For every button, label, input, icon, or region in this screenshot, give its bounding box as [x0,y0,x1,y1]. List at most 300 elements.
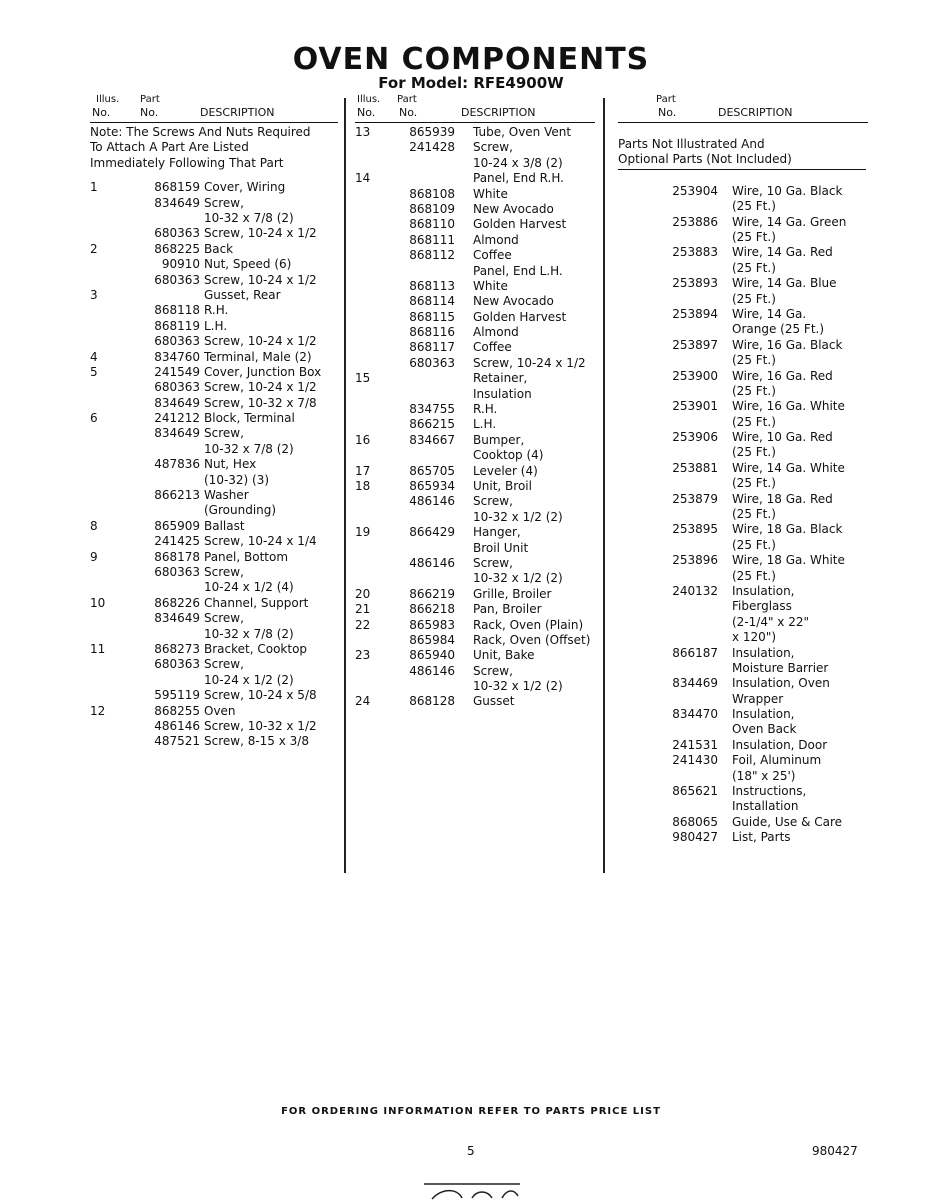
part-row [618,707,868,722]
part-number: 240132 [672,583,718,598]
part-row [618,569,868,584]
part-row [90,704,338,719]
part-number: 868119 [154,318,200,333]
part-row [618,753,868,768]
part-number: 868109 [409,201,455,216]
parts-column-1 [90,94,338,750]
part-description: Oven Back [732,722,797,737]
part-row [618,415,868,430]
part-description: (25 Ft.) [732,383,776,398]
part-number: 834755 [409,402,455,417]
part-description: Instructions, [732,784,807,799]
part-number: 868159 [154,180,200,195]
part-row [355,448,595,463]
part-number: 868225 [154,241,200,256]
part-description: 10-32 x 1/2 (2) [473,679,563,694]
illus-number: 13 [355,125,371,139]
part-row [355,233,595,248]
part-number: 253906 [672,430,718,445]
part-number: 868113 [409,278,455,293]
illus-number: 6 [90,411,98,426]
part-row [618,399,868,414]
part-row [618,522,868,537]
part-number: 865940 [409,648,455,663]
illus-number: 1 [90,180,98,195]
part-description: Ballast [204,518,245,533]
part-number: 487521 [154,734,200,749]
part-description: 10-24 x 1/2 (4) [204,580,294,595]
document-number: 980427 [812,1144,858,1158]
part-description: (25 Ft.) [732,260,776,275]
part-description: Wire, 16 Ga. Black [732,337,843,352]
part-row [355,402,595,417]
illus-number: 24 [355,694,371,709]
part-row [90,534,338,549]
part-description: New Avocado [473,201,554,216]
part-row [355,310,595,325]
part-number: 253895 [672,522,718,537]
parts-column-3 [618,94,868,846]
column-divider-1 [344,98,346,873]
illus-number: 3 [90,287,98,302]
note-line: Immediately Following That Part [90,155,284,170]
part-description: Cover, Wiring [204,180,286,195]
part-description: Wire, 10 Ga. Red [732,430,833,445]
part-description: Broil Unit [473,540,529,555]
part-description: Screw, 10-24 x 1/2 [204,226,317,241]
part-description: Screw, [473,494,513,509]
part-row [90,350,338,365]
part-number: 241549 [154,364,200,379]
part-row [355,433,595,448]
part-row [90,396,338,411]
part-number: 980427 [672,830,718,845]
part-number: 241425 [154,534,200,549]
illus-number: 20 [355,586,371,601]
part-number: 866429 [409,525,455,540]
part-row [355,648,595,663]
part-description: Golden Harvest [473,309,567,324]
part-number: 865909 [154,518,200,533]
column-divider-2 [603,98,605,873]
part-number: 834470 [672,707,718,722]
part-number: 680363 [409,355,455,370]
part-description: Hanger, [473,525,521,540]
part-row [90,642,338,657]
part-number: 486146 [154,718,200,733]
part-row [90,319,338,334]
part-row [618,722,868,737]
part-description: Leveler (4) [473,463,538,478]
part-number: 868116 [409,325,455,340]
column-header-bottom [90,106,338,123]
illus-number: 17 [355,463,371,478]
part-row [618,784,868,799]
illus-number: 8 [90,518,98,533]
part-description: List, Parts [732,830,791,845]
illus-number: 5 [90,364,98,379]
part-description: Wire, 16 Ga. White [732,399,845,414]
part-number: 253881 [672,460,718,475]
part-row [355,510,595,525]
part-row [618,322,868,337]
part-row [90,273,338,288]
part-row [90,442,338,457]
part-row [355,556,595,571]
part-description: Fiberglass [732,599,792,614]
part-row [90,288,338,303]
part-description: Cover, Junction Box [204,364,322,379]
part-number: 834667 [409,432,455,447]
part-description: Screw, 10-24 x 1/2 [473,355,586,370]
part-row [618,261,868,276]
part-description: Screw, [204,611,244,626]
part-number: 253901 [672,399,718,414]
part-row [618,599,868,614]
part-row [90,257,338,272]
part-row [618,445,868,460]
part-row [90,242,338,257]
part-description: Screw, 10-32 x 7/8 [204,395,317,410]
part-description: Bumper, [473,432,525,447]
part-description: (25 Ft.) [732,445,776,460]
part-row [90,211,338,226]
part-description: Insulation, [732,707,795,722]
part-row [90,334,338,349]
part-number: 866187 [672,645,718,660]
part-number: 90910 [161,257,200,272]
part-description: Washer [204,488,249,503]
part-number: 868128 [409,694,455,709]
part-number: 834649 [154,195,200,210]
part-description: (Grounding) [204,503,277,518]
part-number: 486146 [409,663,455,678]
part-row [90,519,338,534]
part-number: 680363 [154,334,200,349]
part-description: Screw, [473,140,513,155]
part-description: Tube, Oven Vent [473,125,572,139]
part-description: Channel, Support [204,595,309,610]
part-number: 868114 [409,294,455,309]
part-row [90,550,338,565]
illus-number: 18 [355,478,371,493]
illus-number: 2 [90,241,98,256]
part-row [90,226,338,241]
part-row [90,719,338,734]
part-row [90,611,338,626]
part-no-header: No. [140,106,159,119]
part-description: (25 Ft.) [732,199,776,214]
illus-number: 11 [90,641,106,656]
illus-number: 9 [90,549,98,564]
part-row [355,479,595,494]
part-row [90,688,338,703]
part-row [355,371,595,386]
part-description: Rack, Oven (Offset) [473,632,591,647]
part-number: 834649 [154,611,200,626]
part-row [355,325,595,340]
part-description: Screw, [204,195,244,210]
part-number: 595119 [154,688,200,703]
part-description: Wire, 10 Ga. Black [732,183,843,198]
part-row [90,380,338,395]
part-description: Almond [473,325,519,340]
part-row [618,830,868,845]
part-description: Screw, [204,657,244,672]
part-row [355,279,595,294]
part-description: White [473,186,508,201]
part-description: (25 Ft.) [732,568,776,583]
part-no-header: No. [399,106,418,119]
part-number: 253896 [672,553,718,568]
part-description: Rack, Oven (Plain) [473,617,584,632]
part-description: Moisture Barrier [732,660,829,675]
part-description: (10-32) (3) [204,472,270,487]
part-row [90,196,338,211]
illus-number: 4 [90,349,98,364]
part-description: Golden Harvest [473,217,567,232]
page-number: 5 [467,1144,475,1158]
part-number: 868065 [672,814,718,829]
part-description: Insulation, Oven [732,676,830,691]
part-number: 834649 [154,395,200,410]
part-description: Screw, 10-24 x 5/8 [204,688,317,703]
part-description: Wire, 18 Ga. Red [732,491,833,506]
part-row [618,538,868,553]
part-description: Screw, 8-15 x 3/8 [204,734,309,749]
part-row [355,571,595,586]
part-row [618,799,868,814]
part-number: 868110 [409,217,455,232]
description-header: DESCRIPTION [461,106,536,119]
part-row [618,646,868,661]
part-row [355,202,595,217]
part-description: Screw, [204,426,244,441]
part-number: 487836 [154,457,200,472]
part-description: Retainer, [473,371,528,386]
handwritten-mark-icon [422,1180,522,1200]
part-description: Back [204,241,234,256]
parts-list [355,125,595,710]
illus-number: 16 [355,432,371,447]
part-number: 868112 [409,248,455,263]
part-description: 10-32 x 7/8 (2) [204,211,294,225]
part-row [618,353,868,368]
part-row [90,426,338,441]
part-description: Insulation, [732,645,795,660]
part-number: 680363 [154,657,200,672]
part-number: 253904 [672,183,718,198]
parts-column-2 [355,94,595,710]
part-row [618,384,868,399]
note-line: Note: The Screws And Nuts Required [90,125,311,139]
part-description: Cooktop (4) [473,448,544,463]
part-no-header: No. [658,106,677,119]
part-row [355,217,595,232]
part-row [618,276,868,291]
part-description: Guide, Use & Care [732,814,843,829]
part-number: 865984 [409,632,455,647]
part-description: (2-1/4" x 22" [732,614,809,629]
part-number: 253894 [672,306,718,321]
part-number: 865983 [409,617,455,632]
part-row [618,461,868,476]
part-description: (25 Ft.) [732,414,776,429]
part-description: Screw, 10-24 x 1/4 [204,534,317,549]
part-row [355,525,595,540]
column-header-top [355,94,595,106]
illus-number: 19 [355,525,371,540]
part-row [618,738,868,753]
part-row [618,661,868,676]
part-row [618,507,868,522]
part-number: 865705 [409,463,455,478]
part-description: (25 Ft.) [732,353,776,368]
part-row [355,679,595,694]
part-description: 10-32 x 1/2 (2) [473,509,563,524]
part-description: x 120") [732,630,777,645]
part-row [618,215,868,230]
part-number: 868117 [409,340,455,355]
part-description: Gusset [473,694,515,709]
part-row [90,457,338,472]
part-row [355,464,595,479]
part-description: Nut, Speed (6) [204,257,292,272]
part-row [355,417,595,432]
column-header-bottom [618,106,868,123]
part-row [618,815,868,830]
part-row [355,602,595,617]
part-row [355,587,595,602]
part-row [90,473,338,488]
part-description: Oven [204,703,236,718]
part-description: R.H. [473,402,498,417]
part-description: (25 Ft.) [732,229,776,244]
part-description: Screw, [204,564,244,579]
part-row [355,171,595,186]
part-number: 866215 [409,417,455,432]
column-header-top [90,94,338,106]
part-row [355,248,595,263]
part-description: Screw, [473,663,513,678]
part-description: Wire, 14 Ga. Green [732,214,847,229]
part-number: 253893 [672,276,718,291]
part-number: 680363 [154,380,200,395]
part-row [90,673,338,688]
part-row [618,584,868,599]
part-row [355,664,595,679]
part-number: 834649 [154,426,200,441]
part-description: Wire, 16 Ga. Red [732,368,833,383]
part-row [355,356,595,371]
part-description: Unit, Bake [473,648,535,663]
part-description: Pan, Broiler [473,602,542,617]
part-row [90,365,338,380]
part-number: 866219 [409,586,455,601]
part-number: 834760 [154,349,200,364]
page-title: OVEN COMPONENTS [292,42,650,77]
part-number: 680363 [154,226,200,241]
part-description: L.H. [473,417,497,432]
part-row [618,230,868,245]
optional-parts-note [618,137,866,170]
part-row [355,264,595,279]
part-row [618,476,868,491]
part-row [618,553,868,568]
part-description: (25 Ft.) [732,507,776,522]
part-row [90,565,338,580]
part-row [90,627,338,642]
part-description: 10-32 x 7/8 (2) [204,626,294,641]
part-description: 10-32 x 1/2 (2) [473,571,563,586]
part-row [90,180,338,195]
illus-header: Illus. [357,94,381,105]
part-number: 241212 [154,411,200,426]
illus-number: 12 [90,703,106,718]
part-description: (25 Ft.) [732,537,776,552]
part-row [355,294,595,309]
column-header-bottom [355,106,595,123]
part-row [90,580,338,595]
part-description: Foil, Aluminum [732,753,822,768]
part-row [355,140,595,155]
part-row [90,734,338,749]
part-number: 241430 [672,753,718,768]
illus-no-header: No. [357,106,376,119]
part-row [618,769,868,784]
part-description: Coffee [473,248,512,263]
part-row [355,387,595,402]
part-number: 241531 [672,737,718,752]
column-header-top [618,94,868,106]
part-description: Wire, 18 Ga. White [732,553,845,568]
part-number: 866218 [409,602,455,617]
part-row [355,541,595,556]
part-description: Wire, 14 Ga. [732,306,807,321]
part-number: 868111 [409,232,455,247]
part-row [355,694,595,709]
part-number: 253886 [672,214,718,229]
part-header: Part [140,94,160,105]
illus-number: 22 [355,617,371,632]
part-row [90,596,338,611]
part-description: Wire, 18 Ga. Black [732,522,843,537]
part-description: Terminal, Male (2) [204,349,312,364]
part-row [355,618,595,633]
illus-number: 23 [355,648,371,663]
part-description: 10-24 x 1/2 (2) [204,672,294,687]
part-description: Screw, 10-32 x 1/2 [204,718,317,733]
part-description: Wire, 14 Ga. Red [732,245,833,260]
part-description: R.H. [204,303,229,318]
part-number: 868108 [409,186,455,201]
part-description: Insulation [473,386,532,401]
part-number: 868118 [154,303,200,318]
part-description: Installation [732,799,799,814]
note-line: To Attach A Part Are Listed [90,140,249,155]
part-number: 834469 [672,676,718,691]
part-description: Screw, 10-24 x 1/2 [204,334,317,349]
part-number: 868178 [154,549,200,564]
note-line: Optional Parts (Not Included) [618,152,792,167]
part-description: Screw, 10-24 x 1/2 [204,272,317,287]
part-row [90,657,338,672]
illus-number: 14 [355,171,371,186]
note-line: Parts Not Illustrated And [618,137,765,151]
part-row [618,292,868,307]
part-number: 865934 [409,478,455,493]
illus-no-header: No. [92,106,111,119]
